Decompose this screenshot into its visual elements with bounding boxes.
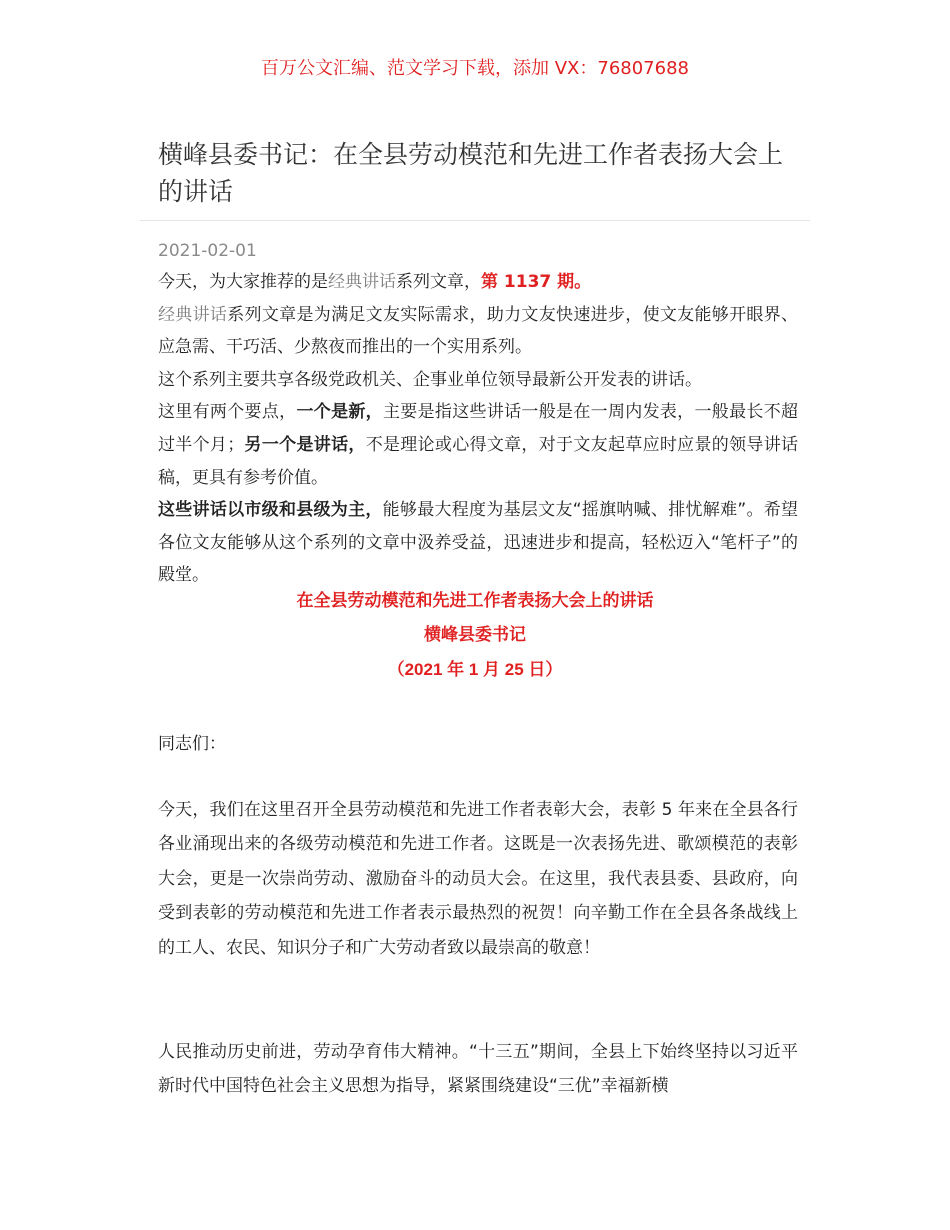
speech-paragraph-1: 今天，我们在这里召开全县劳动模范和先进工作者表彰大会，表彰 5 年来在全县各行各业涌现出来的各级劳动模范和先进工作者。这既是一次表扬先进、歌颂模范的表彰大会，更是一次崇尚劳动、激励奋斗的动员大会。在这里，我代表县委、县政府，向受到表彰的劳动模范和先进工作者表示最热烈的祝贺！向辛勤工作在全县各条战线上的工人、农民、知识分子和广大劳动者致以最崇高的敬意！	[158, 800, 798, 958]
speech-title: 在全县劳动模范和先进工作者表扬大会上的讲话	[296, 591, 654, 610]
key-point-3: 这些讲话以市级和县级为主，	[158, 500, 383, 521]
series-name: 经典讲话	[328, 272, 396, 292]
key-point-1: 一个是新，	[296, 402, 383, 423]
key-point-2: 另一个是讲话，	[244, 434, 366, 455]
promo-banner: 百万公文汇编、范文学习下载，添加 VX：76807688	[261, 58, 689, 79]
intro-prefix: 今天，为大家推荐的是	[158, 272, 328, 292]
salutation: 同志们：	[158, 734, 226, 754]
title-divider	[140, 220, 810, 221]
intro-paragraph-4	[158, 396, 798, 494]
intro-text: 这里有两个要点，	[158, 402, 297, 423]
intro-middle: 系列文章，	[396, 272, 481, 292]
speech-date: （2021 年 1 月 25 日）	[387, 660, 563, 679]
issue-number: 第 1137 期。	[481, 272, 592, 292]
intro-text: 不是理论或心得文章，对于文友起草应时应景的领导讲话稿，更具有参考价值。	[158, 434, 799, 488]
intro-text: 能够最大程度为基层文友“摇旗呐喊、排忧解难”。希望各位文友能够从这个系列的文章中汲养受益，迅速进步和提高，轻松迈入“笔杆子”的殿堂。	[158, 500, 798, 586]
intro-paragraph-5	[158, 494, 798, 592]
intro-line-1	[158, 266, 798, 299]
series-intro	[158, 266, 798, 592]
article-date: 2021-02-01	[158, 241, 257, 261]
intro-text: 系列文章是为满足文友实际需求，助力文友快速进步，使文友能够开眼界、应急需、干巧活、少熬夜而推出的一个实用系列。	[158, 304, 799, 358]
speech-paragraph-2: 人民推动历史前进，劳动孕育伟大精神。“十三五”期间，全县上下始终坚持以习近平新时代中国特色社会主义思想为指导，紧紧围绕建设“三优”幸福新横	[158, 1042, 798, 1097]
speech-speaker: 横峰县委书记	[424, 625, 526, 644]
intro-paragraph-3: 这个系列主要共享各级党政机关、企事业单位领导最新公开发表的讲话。	[158, 369, 702, 390]
intro-paragraph-2	[158, 299, 798, 364]
series-name: 经典讲话	[158, 304, 228, 325]
article-title: 横峰县委书记：在全县劳动模范和先进工作者表扬大会上的讲话	[158, 140, 784, 206]
intro-text: 主要是指这些讲话一般是在一周内发表，一般最长不超过半个月；	[158, 402, 799, 455]
